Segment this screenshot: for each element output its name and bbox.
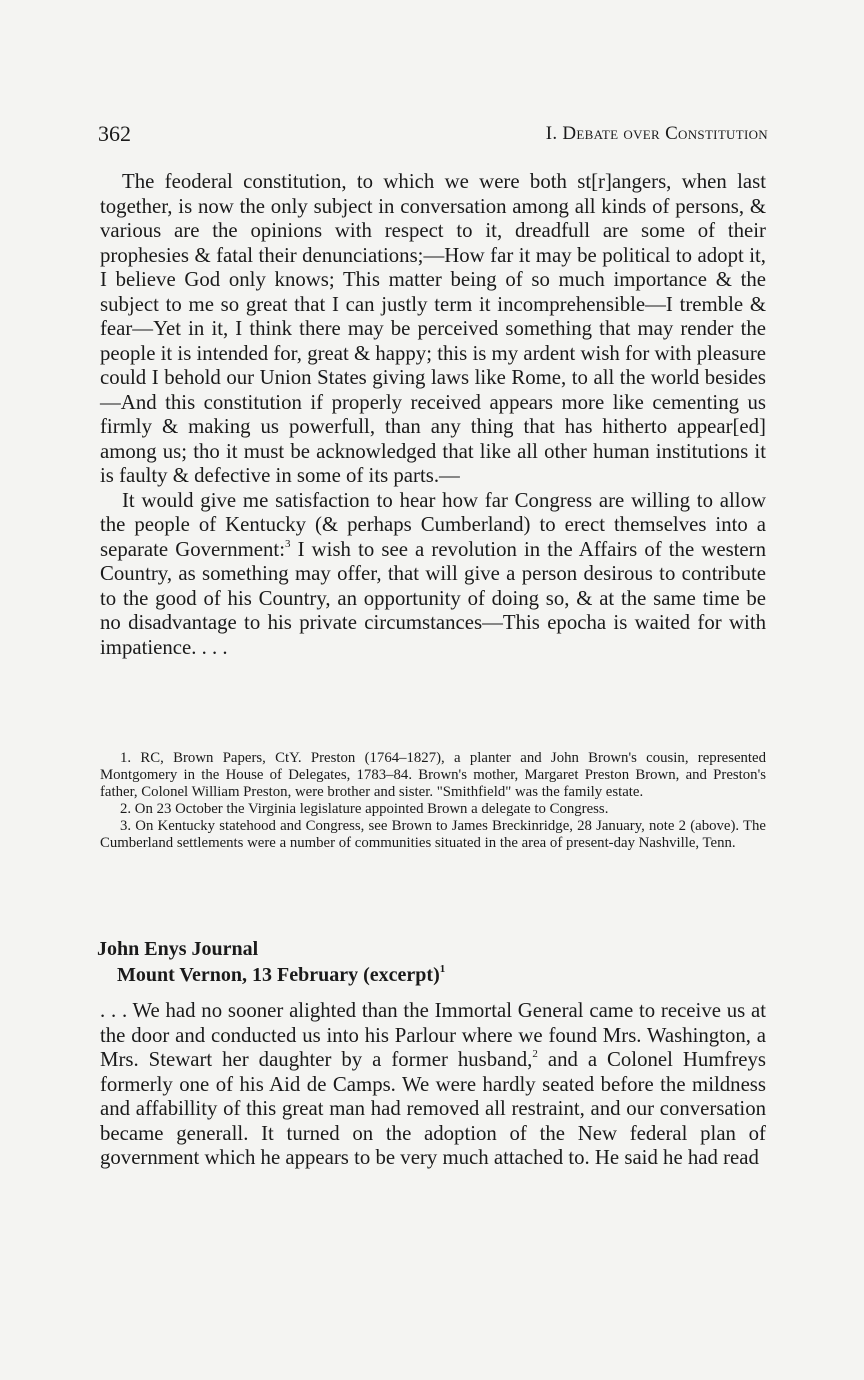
journal-text: and a Colonel Humfreys formerly one of his Aid de Camps. We were hardly seated before the mildness and affabillity of this great man had removed all restraint, and our conversation became generall. It turned on the adoption of the New federal plan of government which he appears to be very much attached to. He said he had read (100, 1048, 767, 1169)
letter-text: I wish to see a revolution in the Affairs of the western Country, as something may offer, that will give a person desirous to contribute to the good of his Country, an opportunity of doing so, & at the same time be no disadvantage to his private circumstances—This epocha is waited for with impatience. . . . (100, 537, 766, 659)
letter-body (100, 170, 766, 660)
letter-paragraph: The feoderal constitution, to which we were both st[r]angers, when last together, is now the only subject in conversation among all kinds of persons, & various are the opinions with respect to it, dreadfull are some of their prophesies & fatal their denunciations;—How far it may be political to adopt it, I believe God only knows; This matter being of so much importance & the subject to me so great that I can justly term it incomprehensible—I tremble & fear—Yet in it, I think there may be perceived something that may render the people it is intended for, great & happy; this is my ardent wish for with pleasure could I behold our Union States giving laws like Rome, to all the world besides—And this constitution if properly received appears more like cementing us firmly & making us powerfull, than any thing that has hitherto appear[ed] among us; tho it must be acknowledged that like all other human institutions it is faulty & defective in some of its parts.— (100, 170, 766, 487)
footnote: 2. On 23 October the Virginia legislature appointed Brown a delegate to Congress. (120, 801, 609, 817)
journal-text: . . . We had no sooner alighted than the Immortal General came to receive us at the door and conducted us into his Parlour where we found Mrs. Washington, a Mrs. Stewart her daughter by a former husband, (100, 999, 766, 1071)
footnote: 1. RC, Brown Papers, CtY. Preston (1764–1827), a planter and John Brown's cousin, represented Montgomery in the House of Delegates, 1783–84. Brown's mother, Margaret Preston Brown, and Preston's father, Colonel William Preston, were brother and sister. "Smithfield" was the family estate. (100, 750, 766, 800)
running-head: I. Debate over Constitution (545, 123, 768, 144)
footnote-ref: 2 (532, 1048, 538, 1061)
footnote-ref: 1 (439, 963, 446, 976)
letter-paragraph (100, 489, 766, 661)
subtitle-text: Mount Vernon, 13 February (excerpt) (117, 964, 440, 986)
document-heading (97, 936, 767, 988)
document-title: John Enys Journal (97, 938, 259, 960)
footnote-ref: 3 (284, 537, 291, 550)
journal-paragraph (100, 999, 766, 1171)
page-number: 362 (98, 121, 131, 146)
footnotes (100, 750, 766, 852)
letter-text: It would give me satisfaction to hear how far Congress are willing to allow the people of Kentucky (& perhaps Cumberland) to erect themselves into a separate Government: (100, 488, 766, 561)
document-subtitle (117, 962, 767, 988)
footnote: 3. On Kentucky statehood and Congress, see Brown to James Breckinridge, 28 January, note 2 (above). The Cumberland settlements were a number of communities situated in the area of present-day Nashville, Tenn. (100, 818, 766, 851)
journal-body (100, 999, 766, 1171)
page-header (98, 121, 768, 149)
